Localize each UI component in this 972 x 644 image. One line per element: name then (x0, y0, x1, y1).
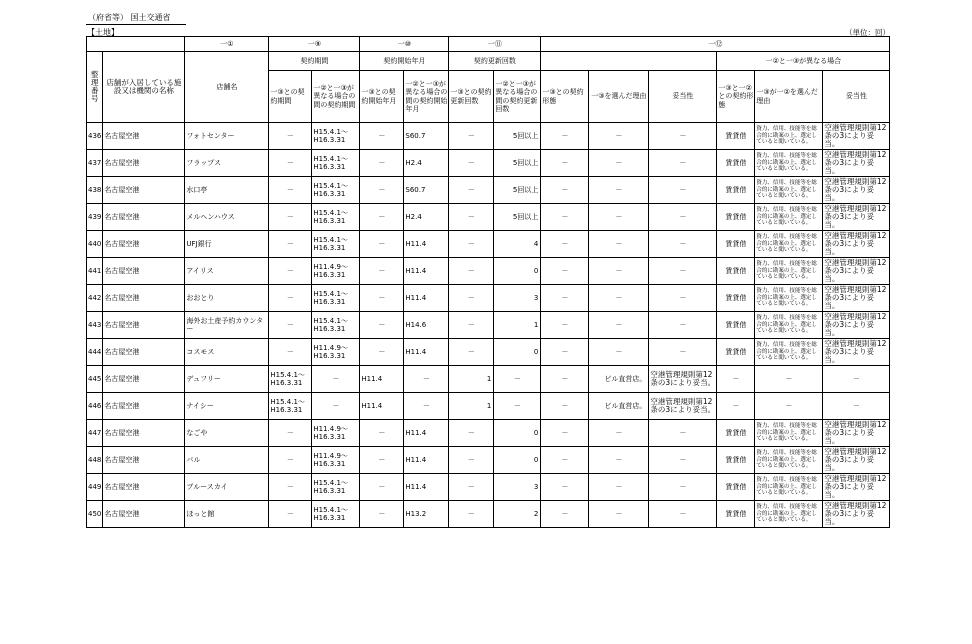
cell-facility: 名古屋空港 (103, 501, 185, 528)
cell-shop: デュフリー (185, 366, 269, 393)
cell-s2: S60.7 (404, 123, 449, 150)
cell-s3: － (360, 258, 404, 285)
cell-facility: 名古屋空港 (103, 447, 185, 474)
table-row (87, 393, 890, 420)
cell-reason3: － (589, 285, 649, 312)
cell-valid3: 空港管理規則第12条の3により妥当。 (649, 393, 717, 420)
cell-s2: H14.6 (404, 312, 449, 339)
cell-p2: H15.4.1～H16.3.31 (312, 474, 360, 501)
cell-p2: H11.4.9～H16.3.31 (312, 447, 360, 474)
cell-valid-diff: 空港管理規則第12条の3により妥当。 (823, 204, 890, 231)
col-no: 整理番号 (87, 52, 103, 123)
cell-facility: 名古屋空港 (103, 285, 185, 312)
cell-reason3: － (589, 447, 649, 474)
cell-valid-diff: 空港管理規則第12条の3により妥当。 (823, 501, 890, 528)
cell-reason-diff: 資力、信用、技能等を総合的に勘案の上、選定していると聞いている。 (755, 285, 823, 312)
cell-s3: － (360, 420, 404, 447)
col-item-1: 一① (185, 37, 269, 52)
cell-p2: H15.4.1～H16.3.31 (312, 177, 360, 204)
cell-no: 436 (87, 123, 103, 150)
cell-form-diff: 賃貸借 (717, 312, 755, 339)
cell-valid3: － (649, 177, 717, 204)
cell-p3: － (269, 231, 312, 258)
cell-reason-diff: 資力、信用、技能等を総合的に勘案の上、選定していると聞いている。 (755, 123, 823, 150)
cell-r2: 0 (494, 447, 541, 474)
table-body (87, 123, 890, 528)
col-item-9: 一⑨ (269, 37, 360, 52)
cell-reason3: － (589, 231, 649, 258)
cell-shop: UFJ銀行 (185, 231, 269, 258)
cell-shop: パル (185, 447, 269, 474)
cell-p3: － (269, 447, 312, 474)
cell-s3: － (360, 123, 404, 150)
cell-reason3: － (589, 339, 649, 366)
cell-shop: なごや (185, 420, 269, 447)
cell-form-diff: 賃貸借 (717, 123, 755, 150)
cell-reason3: ビル直営店。 (589, 393, 649, 420)
cell-p2: H15.4.1～H16.3.31 (312, 231, 360, 258)
unit-label: （単位：回） (845, 28, 890, 37)
cell-form3: － (541, 285, 589, 312)
cell-r3: － (449, 447, 494, 474)
col-s2: 一②と一③が異なる場合の間の契約開始年月 (404, 71, 449, 123)
cell-p2: H15.4.1～H16.3.31 (312, 312, 360, 339)
table-row (87, 258, 890, 285)
cell-valid-diff: 空港管理規則第12条の3により妥当。 (823, 447, 890, 474)
cell-s2: H11.4 (404, 285, 449, 312)
cell-no: 441 (87, 258, 103, 285)
col-facility: 店舗が入居している施設又は機関の名称 (103, 52, 185, 123)
cell-facility: 名古屋空港 (103, 339, 185, 366)
cell-form3: － (541, 123, 589, 150)
cell-form-diff: 賃貸借 (717, 177, 755, 204)
cell-reason-diff: 資力、信用、技能等を総合的に勘案の上、選定していると聞いている。 (755, 177, 823, 204)
cell-facility: 名古屋空港 (103, 420, 185, 447)
col-form-diff: 一③と一②との契約形態 (717, 71, 755, 123)
cell-s3: － (360, 177, 404, 204)
cell-reason-diff: － (755, 366, 823, 393)
cell-r3: 1 (449, 393, 494, 420)
cell-valid3: 空港管理規則第12条の3により妥当。 (649, 366, 717, 393)
col-renewal-count: 契約更新回数 (449, 52, 541, 71)
cell-valid-diff: 空港管理規則第12条の3により妥当。 (823, 474, 890, 501)
cell-form-diff: 賃貸借 (717, 231, 755, 258)
cell-valid-diff: 空港管理規則第12条の3により妥当。 (823, 420, 890, 447)
cell-s2: － (404, 366, 449, 393)
cell-r2: 2 (494, 501, 541, 528)
cell-r3: － (449, 420, 494, 447)
col-r3: 一③との契約更新回数 (449, 71, 494, 123)
cell-facility: 名古屋空港 (103, 123, 185, 150)
cell-p2: － (312, 366, 360, 393)
table-row (87, 231, 890, 258)
cell-form3: － (541, 447, 589, 474)
cell-valid3: － (649, 123, 717, 150)
table-row (87, 312, 890, 339)
cell-p3: － (269, 501, 312, 528)
cell-s2: S60.7 (404, 177, 449, 204)
cell-p2: H15.4.1～H16.3.31 (312, 123, 360, 150)
cell-facility: 名古屋空港 (103, 177, 185, 204)
cell-s3: H11.4 (360, 366, 404, 393)
col-reason-diff: 一③が一②を選んだ理由 (755, 71, 823, 123)
cell-valid-diff: 空港管理規則第12条の3により妥当。 (823, 231, 890, 258)
col-item-12: 一⑫ (541, 37, 890, 52)
cell-form3: － (541, 339, 589, 366)
cell-form-diff: 賃貸借 (717, 501, 755, 528)
cell-s2: H2.4 (404, 204, 449, 231)
cell-valid-diff: 空港管理規則第12条の3により妥当。 (823, 258, 890, 285)
cell-p3: － (269, 285, 312, 312)
cell-reason3: － (589, 420, 649, 447)
col-s3: 一③との契約開始年月 (360, 71, 404, 123)
cell-valid3: － (649, 258, 717, 285)
cell-form-diff: 賃貸借 (717, 150, 755, 177)
cell-s3: － (360, 231, 404, 258)
table-row (87, 123, 890, 150)
cell-s3: H11.4 (360, 393, 404, 420)
cell-reason-diff: 資力、信用、技能等を総合的に勘案の上、選定していると聞いている。 (755, 150, 823, 177)
cell-s3: － (360, 474, 404, 501)
cell-facility: 名古屋空港 (103, 366, 185, 393)
cell-form-diff: － (717, 393, 755, 420)
col-item-11: 一⑪ (449, 37, 541, 52)
cell-valid-diff: 空港管理規則第12条の3により妥当。 (823, 123, 890, 150)
ministry-label: （府省等） 国土交通省 (88, 13, 171, 22)
cell-r2: 3 (494, 285, 541, 312)
cell-form3: － (541, 258, 589, 285)
cell-s2: H11.4 (404, 258, 449, 285)
cell-r2: 5回以上 (494, 150, 541, 177)
cell-p3: － (269, 420, 312, 447)
cell-s2: － (404, 393, 449, 420)
table-row (87, 474, 890, 501)
cell-r3: － (449, 285, 494, 312)
cell-form-diff: 賃貸借 (717, 204, 755, 231)
cell-form3: － (541, 474, 589, 501)
col-shop: 店舗名 (185, 52, 269, 123)
cell-r2: － (494, 366, 541, 393)
cell-r3: － (449, 150, 494, 177)
cell-s3: － (360, 312, 404, 339)
header-blank (87, 37, 185, 52)
cell-reason3: － (589, 312, 649, 339)
cell-valid3: － (649, 501, 717, 528)
cell-reason3: － (589, 123, 649, 150)
cell-form3: － (541, 393, 589, 420)
cell-r2: 3 (494, 474, 541, 501)
cell-facility: 名古屋空港 (103, 150, 185, 177)
cell-p3: － (269, 474, 312, 501)
cell-shop: フラップス (185, 150, 269, 177)
cell-shop: ほっと館 (185, 501, 269, 528)
col-p3: 一③との契約期間 (269, 71, 312, 123)
cell-s3: － (360, 150, 404, 177)
cell-s2: H11.4 (404, 474, 449, 501)
cell-s2: H11.4 (404, 420, 449, 447)
cell-shop: ナイシー (185, 393, 269, 420)
cell-facility: 名古屋空港 (103, 393, 185, 420)
cell-reason3: ビル直営店。 (589, 366, 649, 393)
cell-reason-diff: 資力、信用、技能等を総合的に勘案の上、選定していると聞いている。 (755, 339, 823, 366)
cell-p3: － (269, 258, 312, 285)
cell-no: 442 (87, 285, 103, 312)
cell-reason-diff: 資力、信用、技能等を総合的に勘案の上、選定していると聞いている。 (755, 312, 823, 339)
cell-reason3: － (589, 258, 649, 285)
col-r2: 一②と一③が異なる場合の間の契約更新回数 (494, 71, 541, 123)
table-row (87, 420, 890, 447)
cell-reason3: － (589, 177, 649, 204)
cell-p2: H15.4.1～H16.3.31 (312, 150, 360, 177)
cell-s3: － (360, 339, 404, 366)
cell-facility: 名古屋空港 (103, 474, 185, 501)
table-row (87, 501, 890, 528)
cell-form3: － (541, 420, 589, 447)
contract-table (86, 36, 890, 528)
cell-valid-diff: 空港管理規則第12条の3により妥当。 (823, 285, 890, 312)
cell-no: 443 (87, 312, 103, 339)
cell-r2: 0 (494, 258, 541, 285)
cell-shop: ブルースカイ (185, 474, 269, 501)
cell-reason-diff: － (755, 393, 823, 420)
cell-valid-diff: － (823, 366, 890, 393)
cell-p3: H15.4.1～H16.3.31 (269, 393, 312, 420)
cell-valid3: － (649, 474, 717, 501)
cell-p2: － (312, 393, 360, 420)
col-p2: 一②と一③が異なる場合の間の契約期間 (312, 71, 360, 123)
cell-valid-diff: 空港管理規則第12条の3により妥当。 (823, 312, 890, 339)
cell-p2: H11.4.9～H16.3.31 (312, 420, 360, 447)
cell-form-diff: 賃貸借 (717, 258, 755, 285)
cell-s3: － (360, 447, 404, 474)
cell-r3: － (449, 123, 494, 150)
cell-p3: － (269, 150, 312, 177)
cell-r2: 5回以上 (494, 177, 541, 204)
cell-r3: 1 (449, 366, 494, 393)
cell-p3: H15.4.1～H16.3.31 (269, 366, 312, 393)
cell-s2: H11.4 (404, 447, 449, 474)
col-contract-start: 契約開始年月 (360, 52, 449, 71)
cell-s2: H11.4 (404, 231, 449, 258)
cell-r2: 0 (494, 420, 541, 447)
cell-shop: フォトセンター (185, 123, 269, 150)
cell-valid3: － (649, 285, 717, 312)
cell-p3: － (269, 123, 312, 150)
cell-r2: 5回以上 (494, 204, 541, 231)
cell-form3: － (541, 501, 589, 528)
cell-reason-diff: 資力、信用、技能等を総合的に勘案の上、選定していると聞いている。 (755, 474, 823, 501)
col-form3: 一③との契約形態 (541, 71, 589, 123)
cell-shop: アイリス (185, 258, 269, 285)
cell-r2: 4 (494, 231, 541, 258)
cell-r3: － (449, 474, 494, 501)
cell-reason-diff: 資力、信用、技能等を総合的に勘案の上、選定していると聞いている。 (755, 447, 823, 474)
cell-p3: － (269, 312, 312, 339)
cell-facility: 名古屋空港 (103, 258, 185, 285)
cell-no: 447 (87, 420, 103, 447)
col-valid-diff: 妥当性 (823, 71, 890, 123)
cell-form3: － (541, 231, 589, 258)
cell-reason-diff: 資力、信用、技能等を総合的に勘案の上、選定していると聞いている。 (755, 231, 823, 258)
table-row (87, 339, 890, 366)
cell-valid3: － (649, 447, 717, 474)
cell-valid-diff: 空港管理規則第12条の3により妥当。 (823, 339, 890, 366)
cell-form-diff: － (717, 366, 755, 393)
cell-facility: 名古屋空港 (103, 312, 185, 339)
cell-no: 450 (87, 501, 103, 528)
cell-no: 440 (87, 231, 103, 258)
cell-r3: － (449, 258, 494, 285)
cell-shop: 水口亭 (185, 177, 269, 204)
cell-valid-diff: － (823, 393, 890, 420)
cell-p2: H11.4.9～H16.3.31 (312, 258, 360, 285)
cell-p2: H15.4.1～H16.3.31 (312, 501, 360, 528)
col-reason3: 一③を選んだ理由 (589, 71, 649, 123)
cell-shop: コスモス (185, 339, 269, 366)
table-row (87, 366, 890, 393)
category-label: 【土地】 (87, 28, 119, 37)
cell-reason3: － (589, 150, 649, 177)
table-row (87, 447, 890, 474)
cell-s2: H13.2 (404, 501, 449, 528)
cell-shop: 海外お土産予約カウンター (185, 312, 269, 339)
cell-form-diff: 賃貸借 (717, 474, 755, 501)
cell-s3: － (360, 285, 404, 312)
cell-s3: － (360, 501, 404, 528)
cell-facility: 名古屋空港 (103, 204, 185, 231)
cell-s2: H2.4 (404, 150, 449, 177)
cell-r3: － (449, 231, 494, 258)
cell-valid3: － (649, 339, 717, 366)
table-row (87, 285, 890, 312)
cell-r3: － (449, 177, 494, 204)
cell-no: 449 (87, 474, 103, 501)
cell-r3: － (449, 204, 494, 231)
cell-valid-diff: 空港管理規則第12条の3により妥当。 (823, 177, 890, 204)
col-blank-12 (541, 52, 717, 71)
cell-r2: － (494, 393, 541, 420)
cell-form-diff: 賃貸借 (717, 447, 755, 474)
table-row (87, 204, 890, 231)
cell-s3: － (360, 204, 404, 231)
cell-r2: 0 (494, 339, 541, 366)
cell-valid3: － (649, 420, 717, 447)
col-item-10: 一⑩ (360, 37, 449, 52)
col-valid: 妥当性 (649, 71, 717, 123)
cell-facility: 名古屋空港 (103, 231, 185, 258)
cell-reason-diff: 資力、信用、技能等を総合的に勘案の上、選定していると聞いている。 (755, 420, 823, 447)
cell-r3: － (449, 339, 494, 366)
cell-no: 446 (87, 393, 103, 420)
cell-shop: おおとり (185, 285, 269, 312)
col-diff-case: 一②と一③が異なる場合 (717, 52, 890, 71)
cell-form-diff: 賃貸借 (717, 285, 755, 312)
table-row (87, 150, 890, 177)
col-contract-period: 契約期間 (269, 52, 360, 71)
cell-p3: － (269, 339, 312, 366)
cell-r2: 1 (494, 312, 541, 339)
cell-no: 438 (87, 177, 103, 204)
cell-reason3: － (589, 474, 649, 501)
cell-form3: － (541, 177, 589, 204)
cell-valid3: － (649, 312, 717, 339)
cell-form-diff: 賃貸借 (717, 420, 755, 447)
cell-valid3: － (649, 150, 717, 177)
cell-form-diff: 賃貸借 (717, 339, 755, 366)
cell-p2: H15.4.1～H16.3.31 (312, 285, 360, 312)
cell-form3: － (541, 204, 589, 231)
cell-no: 445 (87, 366, 103, 393)
cell-form3: － (541, 366, 589, 393)
cell-reason3: － (589, 204, 649, 231)
cell-no: 444 (87, 339, 103, 366)
cell-r2: 5回以上 (494, 123, 541, 150)
cell-valid3: － (649, 204, 717, 231)
cell-form3: － (541, 150, 589, 177)
cell-no: 448 (87, 447, 103, 474)
cell-p3: － (269, 177, 312, 204)
ministry-underline (86, 24, 186, 25)
cell-p2: H15.4.1～H16.3.31 (312, 204, 360, 231)
cell-reason-diff: 資力、信用、技能等を総合的に勘案の上、選定していると聞いている。 (755, 204, 823, 231)
cell-valid3: － (649, 231, 717, 258)
cell-s2: H11.4 (404, 339, 449, 366)
cell-reason3: － (589, 501, 649, 528)
cell-valid-diff: 空港管理規則第12条の3により妥当。 (823, 150, 890, 177)
cell-r3: － (449, 312, 494, 339)
cell-no: 437 (87, 150, 103, 177)
cell-reason-diff: 資力、信用、技能等を総合的に勘案の上、選定していると聞いている。 (755, 501, 823, 528)
cell-reason-diff: 資力、信用、技能等を総合的に勘案の上、選定していると聞いている。 (755, 258, 823, 285)
cell-r3: － (449, 501, 494, 528)
table-row (87, 177, 890, 204)
cell-p3: － (269, 204, 312, 231)
cell-form3: － (541, 312, 589, 339)
cell-shop: メルヘンハウス (185, 204, 269, 231)
cell-no: 439 (87, 204, 103, 231)
cell-p2: H11.4.9～H16.3.31 (312, 339, 360, 366)
